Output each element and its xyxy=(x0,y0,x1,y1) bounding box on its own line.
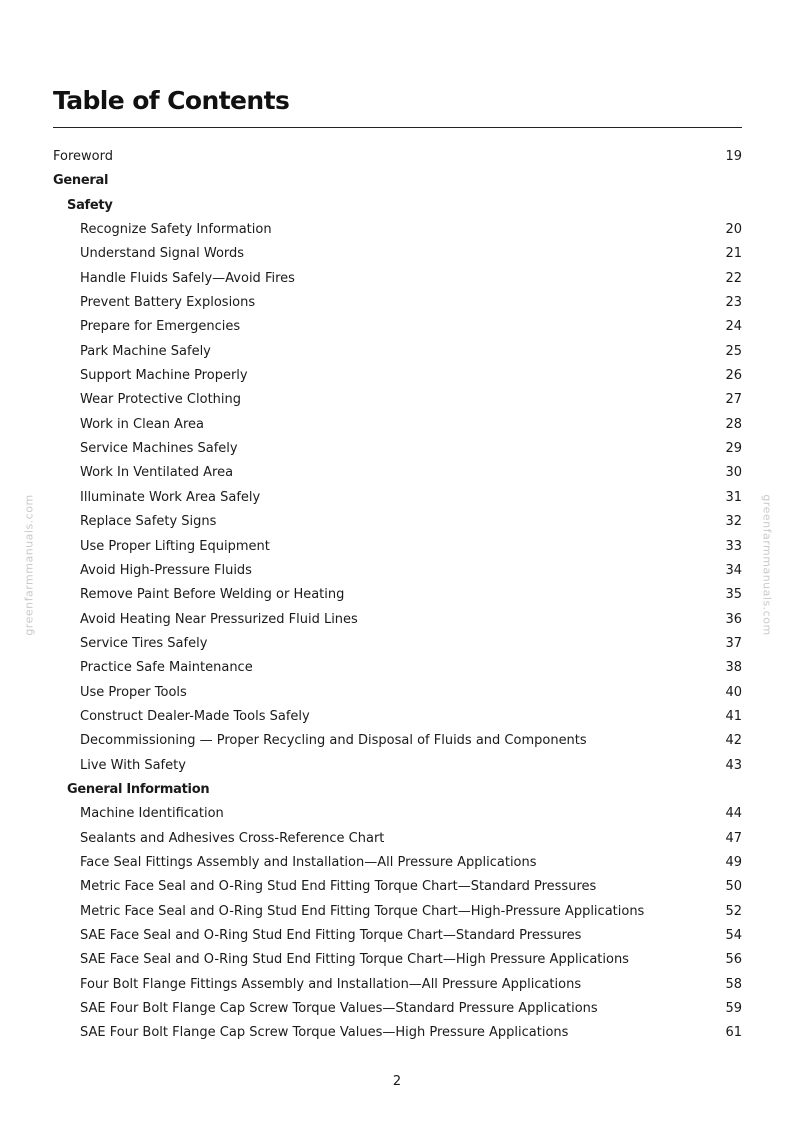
toc-entry[interactable] xyxy=(53,681,742,705)
toc-entry-page: 19 xyxy=(725,149,742,164)
page-title: Table of Contents xyxy=(53,86,290,115)
toc-section-heading xyxy=(53,778,742,802)
toc-entry-page: 43 xyxy=(725,757,742,773)
toc-entry-label: Prevent Battery Explosions xyxy=(80,295,256,311)
toc-entry[interactable] xyxy=(53,973,742,997)
toc-entry[interactable] xyxy=(53,510,742,534)
toc-entry-label: General Information xyxy=(67,781,210,797)
toc-entry-label: SAE Face Seal and O-Ring Stud End Fitting Torque Chart—Standard Pressures xyxy=(80,928,582,943)
toc-entry[interactable] xyxy=(53,632,742,656)
toc-entry[interactable] xyxy=(53,388,742,412)
toc-entry[interactable] xyxy=(53,340,742,364)
toc-entry[interactable] xyxy=(53,924,742,948)
toc-entry[interactable] xyxy=(53,705,742,729)
toc-entry-page: 40 xyxy=(725,684,742,700)
toc-entry-page: 34 xyxy=(725,562,742,578)
toc-entry[interactable] xyxy=(53,875,742,899)
toc-entry[interactable] xyxy=(53,486,742,510)
toc-entry-label: General xyxy=(53,173,109,189)
toc-entry-page: 41 xyxy=(725,708,742,724)
toc-entry-page: 42 xyxy=(725,733,742,749)
toc-entry-page: 21 xyxy=(725,246,742,262)
toc-entry-page: 22 xyxy=(725,270,742,286)
toc-section-heading xyxy=(53,169,742,193)
toc-entry-page: 44 xyxy=(725,806,742,822)
toc-entry-page: 54 xyxy=(725,928,742,943)
toc-entry[interactable] xyxy=(53,364,742,388)
toc-entry-label: Illuminate Work Area Safely xyxy=(80,489,261,505)
toc-section-heading xyxy=(53,194,742,218)
toc-entry[interactable] xyxy=(53,145,742,169)
toc-entry-label: Understand Signal Words xyxy=(80,246,245,262)
toc-entry-label: Foreword xyxy=(53,149,113,164)
toc-entry-page: 47 xyxy=(725,830,742,846)
toc-entry[interactable] xyxy=(53,948,742,972)
toc-entry-page: 52 xyxy=(725,903,742,919)
toc-entry-label: Remove Paint Before Welding or Heating xyxy=(80,587,345,603)
page-number: 2 xyxy=(392,1074,402,1089)
toc-entry[interactable] xyxy=(53,754,742,778)
toc-entry-label: Use Proper Lifting Equipment xyxy=(80,538,270,554)
toc-entry[interactable] xyxy=(53,535,742,559)
toc-entry-page: 36 xyxy=(725,611,742,627)
toc-entry-page: 61 xyxy=(725,1025,742,1041)
toc-entry-page: 26 xyxy=(725,368,742,384)
toc-entry-label: Work in Clean Area xyxy=(80,416,204,432)
toc-entry-page: 58 xyxy=(725,976,742,992)
toc-entry-label: Prepare for Emergencies xyxy=(80,319,241,335)
toc-entry-page: 25 xyxy=(725,343,742,359)
toc-entry[interactable] xyxy=(53,218,742,242)
toc-entry[interactable] xyxy=(53,851,742,875)
toc-entry[interactable] xyxy=(53,413,742,437)
toc-entry-page: 31 xyxy=(725,489,742,505)
toc-entry-label: SAE Four Bolt Flange Cap Screw Torque Values—High Pressure Applications xyxy=(80,1025,569,1041)
toc-entry-label: Recognize Safety Information xyxy=(80,222,272,238)
toc-list xyxy=(53,145,742,1046)
toc-entry-page: 28 xyxy=(725,416,742,432)
toc-entry-page: 20 xyxy=(725,222,742,238)
toc-entry[interactable] xyxy=(53,802,742,826)
toc-entry-page: 33 xyxy=(725,538,742,554)
toc-entry[interactable] xyxy=(53,729,742,753)
toc-entry-label: Sealants and Adhesives Cross-Reference Chart xyxy=(80,830,385,846)
toc-entry-page: 49 xyxy=(725,854,742,870)
toc-entry[interactable] xyxy=(53,291,742,315)
toc-entry-label: Face Seal Fittings Assembly and Installation—All Pressure Applications xyxy=(80,854,537,870)
toc-entry[interactable] xyxy=(53,1021,742,1045)
toc-entry-page: 23 xyxy=(725,295,742,311)
toc-entry[interactable] xyxy=(53,583,742,607)
toc-entry-page: 30 xyxy=(725,465,742,481)
toc-entry-label: Machine Identification xyxy=(80,806,224,822)
toc-entry-label: Avoid Heating Near Pressurized Fluid Lines xyxy=(80,611,358,627)
toc-entry-label: Metric Face Seal and O-Ring Stud End Fitting Torque Chart—Standard Pressures xyxy=(80,879,597,895)
toc-entry-page: 56 xyxy=(725,952,742,968)
toc-entry[interactable] xyxy=(53,900,742,924)
toc-entry[interactable] xyxy=(53,997,742,1021)
toc-entry-page: 59 xyxy=(725,1001,742,1017)
toc-entry-page: 38 xyxy=(725,660,742,676)
toc-entry-label: SAE Four Bolt Flange Cap Screw Torque Values—Standard Pressure Applications xyxy=(80,1001,598,1017)
toc-entry-label: Wear Protective Clothing xyxy=(80,392,242,408)
toc-entry-label: Park Machine Safely xyxy=(80,343,211,359)
toc-entry-label: SAE Face Seal and O-Ring Stud End Fitting Torque Chart—High Pressure Applications xyxy=(80,952,629,968)
toc-entry[interactable] xyxy=(53,827,742,851)
toc-entry-label: Support Machine Properly xyxy=(80,368,248,384)
toc-entry-label: Decommissioning — Proper Recycling and Disposal of Fluids and Components xyxy=(80,733,587,749)
toc-entry-page: 50 xyxy=(725,879,742,895)
toc-entry-label: Construct Dealer-Made Tools Safely xyxy=(80,708,310,724)
toc-entry[interactable] xyxy=(53,656,742,680)
toc-entry-page: 37 xyxy=(725,635,742,651)
toc-entry-label: Service Machines Safely xyxy=(80,441,238,457)
toc-entry[interactable] xyxy=(53,608,742,632)
toc-entry-label: Four Bolt Flange Fittings Assembly and Installation—All Pressure Applications xyxy=(80,976,582,992)
watermark-left: greenfarmmanuals.com xyxy=(22,494,36,636)
toc-entry-page: 35 xyxy=(725,587,742,603)
toc-entry[interactable] xyxy=(53,461,742,485)
toc-entry-label: Replace Safety Signs xyxy=(80,514,217,530)
toc-entry[interactable] xyxy=(53,267,742,291)
toc-entry-label: Safety xyxy=(67,197,113,213)
toc-entry[interactable] xyxy=(53,315,742,339)
toc-entry[interactable] xyxy=(53,242,742,266)
toc-entry-page: 32 xyxy=(725,514,742,530)
toc-entry-label: Service Tires Safely xyxy=(80,635,208,651)
toc-entry-label: Work In Ventilated Area xyxy=(80,465,234,481)
toc-entry-label: Handle Fluids Safely—Avoid Fires xyxy=(80,270,295,286)
toc-entry-label: Practice Safe Maintenance xyxy=(80,660,253,676)
toc-entry[interactable] xyxy=(53,559,742,583)
toc-entry[interactable] xyxy=(53,437,742,461)
toc-entry-page: 27 xyxy=(725,392,742,408)
watermark-right: greenfarmmanuals.com xyxy=(760,494,774,636)
toc-entry-label: Live With Safety xyxy=(80,757,186,773)
toc-entry-page: 29 xyxy=(725,441,742,457)
toc-entry-label: Avoid High-Pressure Fluids xyxy=(80,562,252,578)
toc-entry-label: Metric Face Seal and O-Ring Stud End Fitting Torque Chart—High-Pressure Applications xyxy=(80,903,645,919)
title-divider xyxy=(53,127,742,128)
toc-entry-label: Use Proper Tools xyxy=(80,684,187,700)
toc-entry-page: 24 xyxy=(725,319,742,335)
